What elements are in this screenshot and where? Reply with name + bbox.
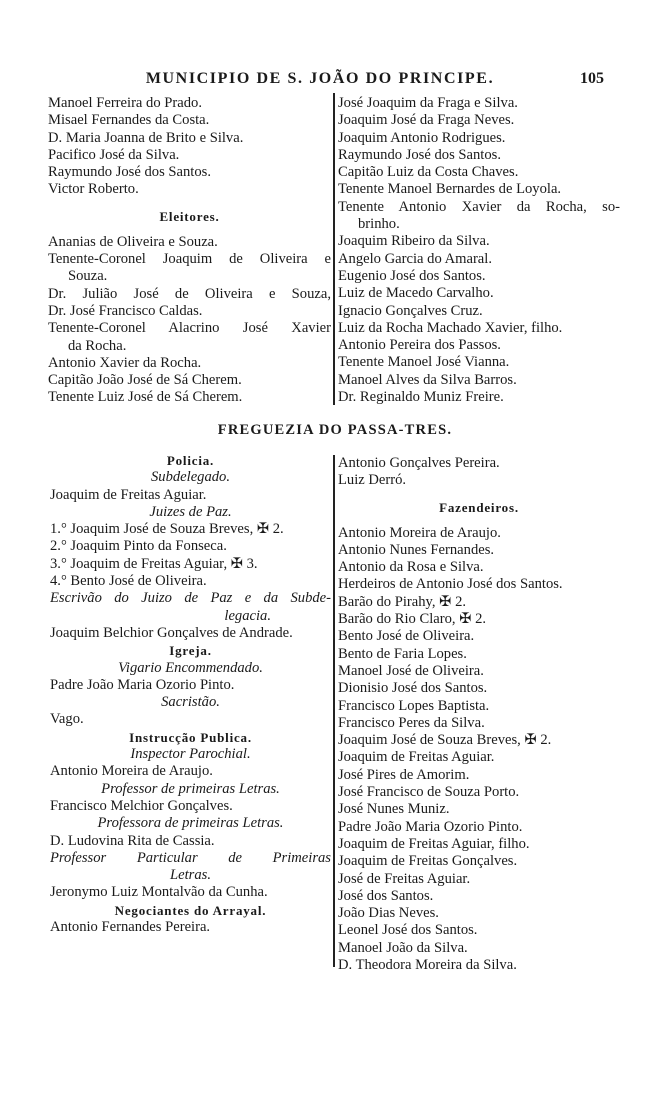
list-entry: José Francisco de Souza Porto.	[338, 784, 520, 801]
list-entry: Leonel José dos Santos.	[338, 922, 478, 939]
list-entry: Antonio da Rosa e Silva.	[338, 559, 484, 576]
list-entry: Antonio Xavier da Rocha.	[48, 354, 202, 371]
list-entry: José Pires de Amorim.	[338, 766, 470, 783]
list-entry: Jeronymo Luiz Montalvão da Cunha.	[50, 884, 268, 901]
list-entry: Manoel João da Silva.	[338, 939, 468, 956]
list-entry: Francisco Lopes Baptista.	[338, 697, 490, 714]
list-entry: Ignacio Gonçalves Cruz.	[338, 302, 483, 319]
list-entry: 3.° Joaquim de Freitas Aguiar, ✠ 3.	[50, 555, 258, 572]
list-entry: Joaquim de Freitas Aguiar.	[338, 749, 495, 766]
list-entry: Joaquim de Freitas Aguiar, filho.	[338, 835, 530, 852]
list-entry: Tenente Manoel Bernardes de Loyola.	[338, 181, 562, 198]
list-entry: Joaquim de Freitas Aguiar.	[50, 486, 207, 503]
list-entry: Antonio Moreira de Araujo.	[338, 524, 501, 541]
role-label: Sacristão.	[161, 694, 220, 711]
list-entry: Joaquim Ribeiro da Silva.	[338, 233, 490, 250]
section-heading: Negociantes do Arrayal.	[114, 902, 267, 918]
section-right-column	[338, 455, 620, 974]
list-entry: José Nunes Muniz.	[338, 801, 450, 818]
list-entry: Luiz da Rocha Machado Xavier, filho.	[338, 319, 563, 336]
list-entry: Luiz de Macedo Carvalho.	[338, 285, 494, 302]
list-entry: 4.° Bento José de Oliveira.	[50, 573, 207, 590]
list-entry: Barão do Rio Claro, ✠ 2.	[338, 611, 487, 628]
column-divider	[333, 455, 335, 967]
list-entry: Herdeiros de Antonio José dos Santos.	[338, 576, 563, 593]
list-entry: Raymundo José dos Santos.	[338, 146, 501, 163]
list-entry-continuation: brinho.	[358, 216, 400, 233]
list-entry: Tenente Manoel José Vianna.	[338, 354, 510, 371]
role-label: Letras.	[170, 867, 211, 884]
role-label: legacia.	[224, 607, 271, 624]
list-entry: Bento de Faria Lopes.	[338, 645, 467, 662]
list-entry: Joaquim José de Souza Breves, ✠ 2.	[338, 732, 552, 749]
column-divider	[333, 93, 335, 405]
list-entry: Antonio Gonçalves Pereira.	[338, 455, 500, 471]
list-entry: Manoel Alves da Silva Barros.	[338, 371, 517, 388]
list-entry: Antonio Nunes Fernandes.	[338, 541, 495, 558]
list-entry: Joaquim de Freitas Gonçalves.	[338, 853, 518, 870]
section-heading: Instrucção Publica.	[129, 729, 252, 745]
list-entry: Victor Roberto.	[48, 181, 139, 198]
list-entry: Dr. Julião José de Oliveira e Souza,	[48, 285, 331, 302]
list-entry: Manoel José de Oliveira.	[338, 662, 484, 679]
list-entry: Antonio Fernandes Pereira.	[50, 919, 211, 936]
list-entry: Joaquim José da Fraga Neves.	[338, 112, 515, 129]
list-entry: D. Theodora Moreira da Silva.	[338, 957, 517, 974]
role-label: Vigario Encommendado.	[118, 659, 263, 676]
section-title: FREGUEZIA DO PASSA-TRES.	[217, 422, 453, 438]
list-entry-continuation: Souza.	[68, 268, 108, 285]
list-entry: Joaquim Belchior Gonçalves de Andrade.	[50, 624, 293, 641]
list-entry: 1.° Joaquim José de Souza Breves, ✠ 2.	[50, 521, 284, 538]
list-entry: Tenente-Coronel Joaquim de Oliveira e	[48, 251, 331, 268]
role-label: Escrivão do Juizo de Paz e da Subde-	[50, 590, 331, 607]
role-label: Professora de primeiras Letras.	[97, 815, 284, 832]
list-entry: Dionisio José dos Santos.	[338, 680, 488, 697]
list-entry: Joaquim Antonio Rodrigues.	[338, 129, 506, 146]
running-header-title: MUNICIPIO DE S. JOÃO DO PRINCIPE.	[145, 70, 495, 87]
list-entry: Tenente-Coronel Alacrino José Xavier	[48, 320, 331, 337]
role-label: Subdelegado.	[150, 469, 231, 486]
role-label: Juizes de Paz.	[149, 503, 232, 520]
list-entry: Tenente Luiz José de Sá Cherem.	[48, 389, 243, 406]
section-heading: Policia.	[166, 453, 215, 468]
list-entry: Antonio Pereira dos Passos.	[338, 337, 501, 354]
section-heading: Eleitores.	[159, 208, 220, 224]
list-entry: Ananias de Oliveira e Souza.	[48, 233, 218, 250]
list-entry: Vago.	[50, 711, 84, 728]
list-entry: Pacifico José da Silva.	[48, 146, 180, 163]
list-entry-continuation: da Rocha.	[68, 337, 127, 354]
section-heading: Igreja.	[169, 643, 212, 659]
page-number: 105	[580, 70, 604, 87]
list-entry: D. Maria Joanna de Brito e Silva.	[48, 129, 244, 146]
list-entry: Capitão João José de Sá Cherem.	[48, 372, 242, 389]
list-entry: Tenente Antonio Xavier da Rocha, so-	[338, 198, 620, 215]
section-heading: Fazendeiros.	[439, 499, 519, 515]
list-entry: João Dias Neves.	[338, 905, 439, 922]
list-entry: Eugenio José dos Santos.	[338, 267, 486, 284]
list-entry: Bento José de Oliveira.	[338, 628, 475, 645]
list-entry: D. Ludovina Rita de Cassia.	[50, 832, 215, 849]
list-entry: Dr. Reginaldo Muniz Freire.	[338, 389, 504, 406]
list-entry: Capitão Luiz da Costa Chaves.	[338, 164, 519, 181]
list-entry: Padre João Maria Ozorio Pinto.	[50, 676, 235, 693]
top-left-column	[48, 95, 331, 407]
list-entry: Francisco Peres da Silva.	[338, 714, 485, 731]
list-entry: Manoel Ferreira do Prado.	[48, 95, 202, 111]
list-entry: Raymundo José dos Santos.	[48, 164, 211, 181]
role-label: Professor Particular de Primeiras	[50, 849, 331, 866]
list-entry: José dos Santos.	[338, 887, 434, 904]
list-entry: 2.° Joaquim Pinto da Fonseca.	[50, 538, 227, 555]
list-entry: Padre João Maria Ozorio Pinto.	[338, 818, 523, 835]
list-entry: Misael Fernandes da Costa.	[48, 112, 210, 129]
list-entry: Dr. José Francisco Caldas.	[48, 302, 203, 319]
list-entry: José de Freitas Aguiar.	[338, 870, 471, 887]
list-entry: Barão do Pirahy, ✠ 2.	[338, 593, 467, 610]
role-label: Professor de primeiras Letras.	[101, 780, 280, 797]
role-label: Inspector Parochial.	[130, 746, 251, 763]
list-entry: Francisco Melchior Gonçalves.	[50, 797, 233, 814]
list-entry: José Joaquim da Fraga e Silva.	[338, 95, 518, 111]
list-entry: Luiz Derró.	[338, 472, 407, 489]
top-right-column	[338, 95, 620, 406]
list-entry: Angelo Garcia do Amaral.	[338, 250, 492, 267]
list-entry: Antonio Moreira de Araujo.	[50, 763, 213, 780]
section-left-column	[50, 452, 331, 936]
